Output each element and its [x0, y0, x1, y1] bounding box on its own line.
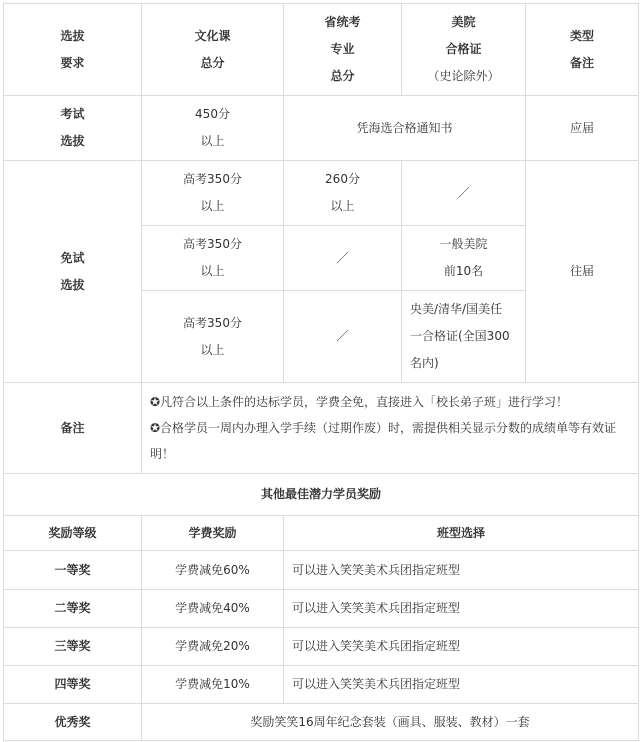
award-discount: 学费减免10%	[142, 666, 284, 704]
exam-score	[142, 96, 284, 161]
professional-score	[284, 161, 402, 226]
header-row	[4, 4, 639, 96]
awards-header-class: 班型选择	[284, 516, 639, 551]
admission-table	[3, 3, 639, 741]
text: 前10名	[443, 264, 484, 278]
notes-label: 备注	[4, 383, 142, 474]
culture-score	[142, 161, 284, 226]
text: 文化课	[194, 28, 231, 43]
text: 选拔	[60, 28, 85, 43]
award-level: 三等奖	[4, 628, 142, 666]
award-class: 可以进入笑笑美术兵团指定班型	[284, 628, 639, 666]
certificate	[402, 226, 526, 291]
header-certificate	[402, 4, 526, 96]
note-item: ✪合格学员一周内办理入学手续（过期作废）时，需提供相关显示分数的成绩单等有效证明！	[150, 421, 617, 461]
award-discount: 学费减免40%	[142, 590, 284, 628]
text: 260分	[325, 172, 360, 186]
text: 以上	[330, 199, 355, 213]
text: 高考350分	[183, 237, 242, 251]
header-culture-score	[142, 4, 284, 96]
award-row	[4, 666, 639, 704]
certificate	[402, 291, 526, 383]
notes-row	[4, 383, 639, 474]
text: 以上	[200, 264, 225, 278]
exempt-row-1	[4, 161, 639, 226]
text: （史论除外）	[427, 69, 500, 83]
text: 类型	[569, 28, 594, 43]
professional-score: ／	[284, 291, 402, 383]
text: 考试	[60, 107, 85, 121]
header-professional-score	[284, 4, 402, 96]
text: 名内)	[410, 356, 439, 370]
text: 省统考	[324, 15, 361, 29]
text: 高考350分	[183, 172, 242, 186]
text: 以上	[200, 342, 225, 357]
culture-score	[142, 291, 284, 383]
note-item: ✪凡符合以上条件的达标学员，学费全免，直接进入「校长弟子班」进行学习！	[150, 395, 569, 409]
notes-content	[142, 383, 639, 474]
award-class: 可以进入笑笑美术兵团指定班型	[284, 666, 639, 704]
award-row	[4, 628, 639, 666]
awards-title-row	[4, 474, 639, 516]
award-level: 二等奖	[4, 590, 142, 628]
header-selection-requirement	[4, 4, 142, 96]
text: 央美/清华/国美任	[410, 302, 503, 316]
text: 以上	[200, 199, 225, 213]
exam-requirement: 凭海选合格通知书	[284, 96, 526, 161]
awards-header-row	[4, 516, 639, 551]
text: 要求	[60, 55, 85, 70]
text: 合格证	[445, 42, 482, 56]
text: 备注	[569, 55, 594, 70]
award-class: 可以进入笑笑美术兵团指定班型	[284, 590, 639, 628]
award-row	[4, 590, 639, 628]
text: 高考350分	[183, 315, 242, 330]
award-discount: 学费减免20%	[142, 628, 284, 666]
awards-title: 其他最佳潜力学员奖励	[4, 474, 639, 516]
text: 一般美院	[439, 237, 488, 251]
award-level: 四等奖	[4, 666, 142, 704]
award-discount: 学费减免60%	[142, 551, 284, 590]
award-class: 可以进入笑笑美术兵团指定班型	[284, 551, 639, 590]
exempt-type: 往届	[526, 161, 639, 383]
text: 选拔	[60, 277, 85, 292]
award-row	[4, 551, 639, 590]
exam-type: 应届	[526, 96, 639, 161]
text: 一合格证(全国300	[410, 329, 510, 343]
text: 总分	[200, 55, 225, 70]
award-level: 一等奖	[4, 551, 142, 590]
text: 选拔	[60, 134, 85, 148]
header-type-note	[526, 4, 639, 96]
text: 450分	[195, 107, 230, 121]
text: 以上	[200, 134, 225, 148]
excellent-level: 优秀奖	[4, 704, 142, 741]
excellent-reward: 奖励笑笑16周年纪念套装（画具、服装、教材）一套	[142, 704, 639, 741]
certificate: ／	[402, 161, 526, 226]
text: 专业	[330, 42, 355, 56]
excellent-award-row	[4, 704, 639, 741]
text: 免试	[60, 250, 85, 265]
exempt-label	[4, 161, 142, 383]
text: 美院	[451, 15, 476, 29]
exam-label	[4, 96, 142, 161]
awards-header-discount: 学费奖励	[142, 516, 284, 551]
exam-row	[4, 96, 639, 161]
professional-score: ／	[284, 226, 402, 291]
text: 总分	[330, 69, 355, 83]
awards-header-level: 奖励等级	[4, 516, 142, 551]
culture-score	[142, 226, 284, 291]
